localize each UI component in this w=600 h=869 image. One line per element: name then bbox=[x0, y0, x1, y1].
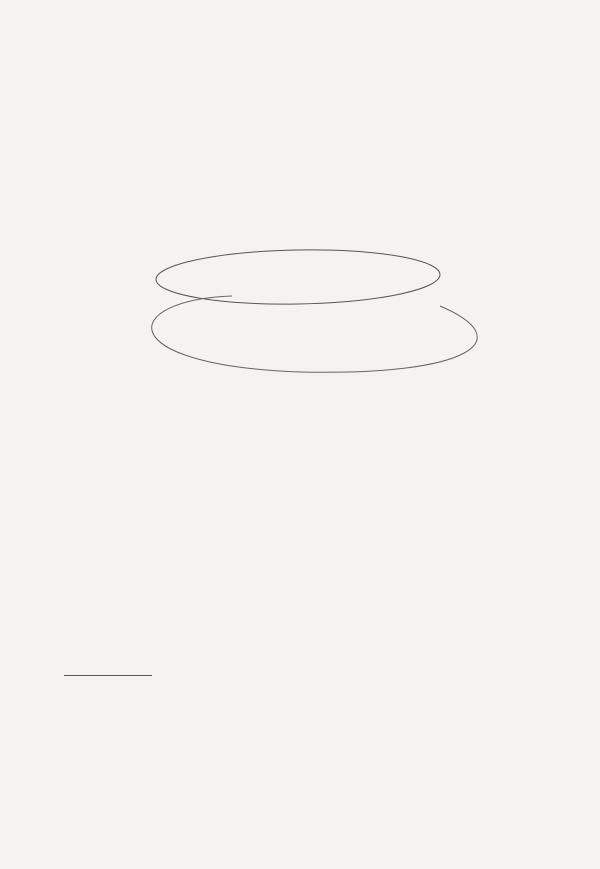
footnote-divider bbox=[64, 675, 152, 676]
page-header bbox=[148, 67, 532, 87]
pencil-circle-decree-title bbox=[156, 248, 441, 307]
archive-watermark bbox=[4, 20, 24, 340]
pencil-circle-heading bbox=[152, 296, 478, 372]
